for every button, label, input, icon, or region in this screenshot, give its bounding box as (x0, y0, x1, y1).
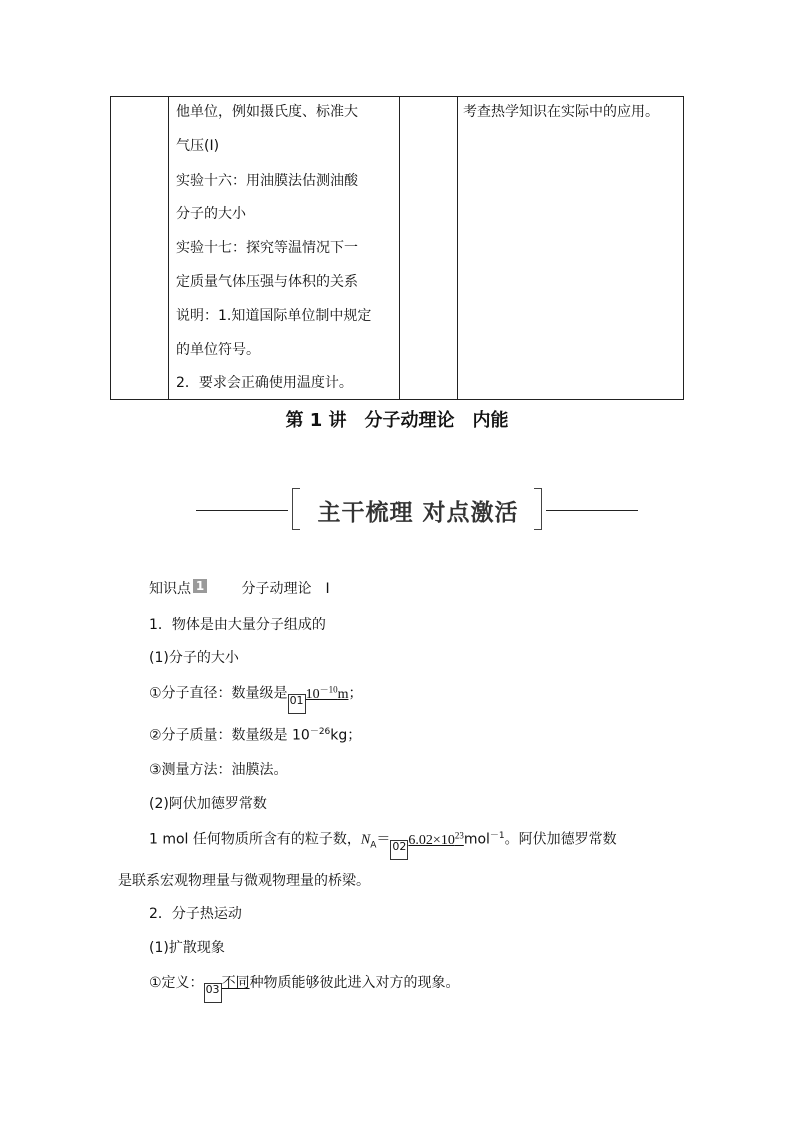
avogadro-continuation: 是联系宏观物理量与微观物理量的桥梁。 (118, 873, 370, 889)
knowledge-number-badge: 1 (193, 579, 207, 593)
answer-fill (305, 684, 349, 702)
knowledge-label: 知识点 (149, 581, 191, 597)
answer-base: 10 (305, 686, 320, 702)
blank-marker-01: 01 (288, 694, 306, 714)
blank-marker-02: 02 (390, 840, 408, 860)
section-heading: 1．物体是由大量分子组成的 (149, 617, 326, 633)
line-text: 。阿伏加德罗常数 (504, 831, 617, 848)
line-text: ； (348, 685, 363, 702)
blank-marker-03: 03 (204, 983, 222, 1003)
exponent: －26 (309, 727, 331, 737)
subsection-heading: (2)阿伏加德罗常数 (149, 796, 267, 812)
table-divider (399, 97, 400, 399)
answer-fill: 不同 (221, 975, 250, 991)
banner-rule (546, 510, 638, 511)
cell-line: 的单位符号。 (176, 342, 260, 358)
variable-n: N (360, 832, 371, 848)
line-text: kg； (330, 727, 362, 744)
exam-focus-cell: 考查热学知识在实际中的应用。 (463, 104, 659, 120)
section-heading: 2．分子热运动 (149, 906, 242, 922)
molecule-diameter-line (149, 682, 362, 714)
measurement-method-line: ③测量方法：油膜法。 (149, 762, 288, 778)
equals-sign: ＝ (376, 831, 391, 848)
molecule-mass-line (149, 724, 361, 745)
banner-right-bracket (534, 488, 542, 530)
answer-fill (408, 830, 464, 848)
answer-unit: m (337, 686, 349, 702)
knowledge-point-header (149, 578, 330, 598)
cell-line: 气压(Ⅰ) (176, 138, 220, 154)
line-text: ①定义： (149, 975, 204, 991)
unit-exponent: －1 (489, 831, 505, 841)
cell-line: 实验十六：用油膜法估测油酸 (176, 173, 358, 189)
subsection-heading: (1)扩散现象 (149, 940, 225, 956)
banner-rule (196, 510, 288, 511)
answer-base: 6.02×10 (408, 832, 455, 848)
cell-line: 实验十七：探究等温情况下一 (176, 240, 358, 256)
cell-line: 2．要求会正确使用温度计。 (176, 375, 353, 391)
banner-title: 主干梳理 对点激活 (317, 499, 519, 526)
line-text: 种物质能够彼此进入对方的现象。 (249, 975, 460, 991)
cell-line: 分子的大小 (176, 206, 246, 222)
line-text: ②分子质量：数量级是 10 (149, 727, 310, 744)
answer-exponent: 23 (454, 830, 464, 840)
diffusion-definition-line (149, 972, 460, 1003)
answer-exponent: －10 (319, 684, 338, 694)
cell-line: 定质量气体压强与体积的关系 (176, 274, 358, 290)
lecture-title: 第 1 讲 分子动理论 内能 (285, 410, 509, 431)
cell-line: 说明：1.知道国际单位制中规定 (176, 308, 372, 324)
subsection-heading: (1)分子的大小 (149, 650, 239, 666)
variable-subscript: A (370, 840, 377, 851)
line-text: 1 mol 任何物质所含有的粒子数， (149, 831, 361, 848)
cell-line: 他单位，例如摄氏度、标准大 (176, 104, 358, 120)
unit: mol (463, 831, 490, 848)
line-text: ①分子直径：数量级是 (149, 685, 288, 702)
curriculum-table (110, 96, 684, 400)
table-divider (168, 97, 169, 399)
avogadro-line (149, 828, 617, 860)
knowledge-topic: 分子动理论 Ⅰ (241, 581, 330, 597)
banner-left-bracket (292, 488, 300, 530)
table-divider (457, 97, 458, 399)
